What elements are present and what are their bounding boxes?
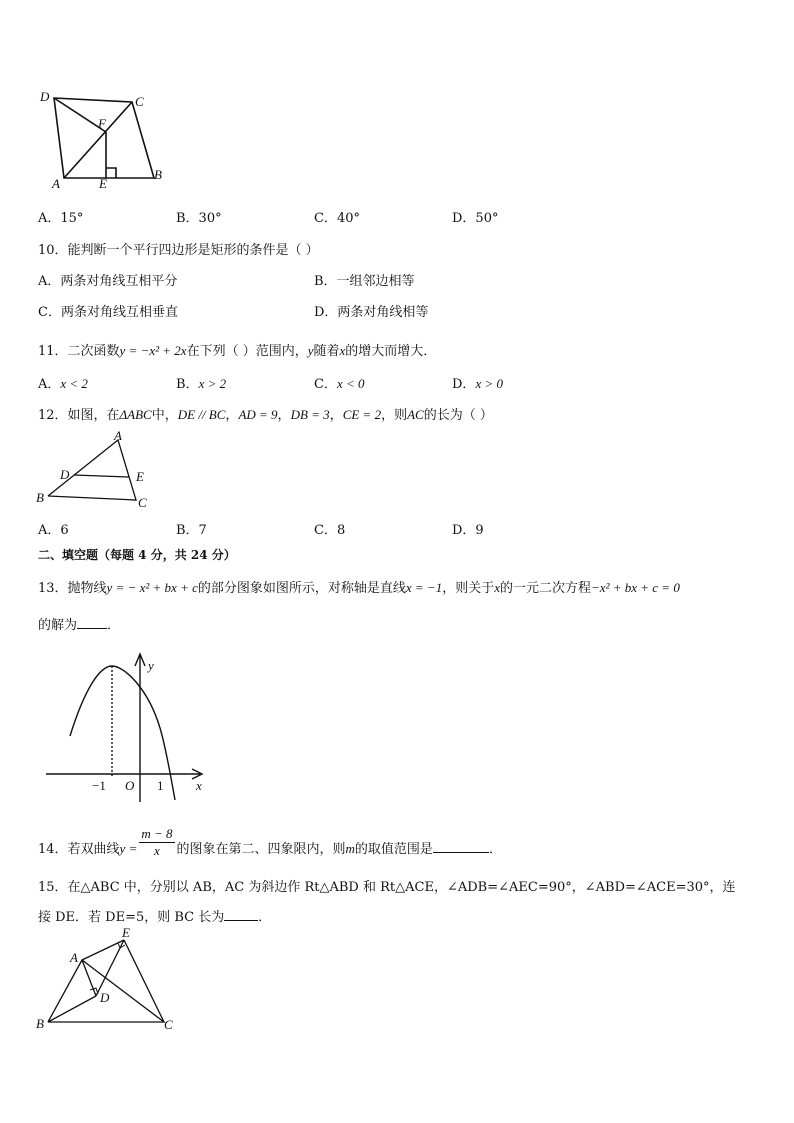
q12-option-d[interactable]: D．9 (452, 523, 484, 538)
label-A: A (114, 430, 122, 443)
q11-option-d[interactable]: D．x > 0 (452, 376, 503, 392)
q11-option-b[interactable]: B．x > 2 (176, 376, 227, 392)
label-E: E (122, 925, 130, 940)
q9-option-a[interactable]: A．15° (38, 211, 84, 226)
q14-denominator: x (154, 843, 160, 858)
label-D: D (60, 467, 70, 482)
q12-option-c[interactable]: C．8 (314, 523, 346, 538)
q15-figure (34, 924, 184, 1036)
section-heading: 二、填空题（每题 4 分，共 24 分） (38, 548, 236, 562)
q11-option-a[interactable]: A．x < 2 (38, 376, 88, 392)
parallelogram (54, 98, 154, 178)
q14-numerator: m − 8 (141, 826, 173, 841)
label-D: D (100, 990, 110, 1005)
q14-answer-blank[interactable] (433, 840, 489, 853)
q10-option-a[interactable]: A．两条对角线互相平分 (38, 274, 178, 289)
q10-option-c[interactable]: C．两条对角线互相垂直 (38, 305, 178, 320)
q12-stem: 12．如图，在ΔABC中，DE // BC，AD = 9，DB = 3，CE = 2，则AC的长为（ ） (38, 407, 493, 423)
q15-stem-line1: 15．在△ABC 中，分别以 AB，AC 为斜边作 Rt△ABD 和 Rt△ACE，∠ADB=∠AEC=90°，∠ABD=∠ACE=30°，连 (38, 880, 736, 895)
graph-x-label: x (196, 778, 202, 793)
label-C: C (164, 1017, 173, 1032)
label-A: A (52, 176, 60, 191)
label-B: B (154, 167, 162, 182)
label-C: C (138, 495, 147, 510)
label-C: C (135, 94, 144, 109)
q13-answer-blank[interactable] (77, 616, 107, 629)
label-E: E (99, 176, 107, 191)
q13-answer-line: 的解为 ． (38, 618, 121, 633)
graph-tick-1: 1 (157, 778, 164, 793)
graph-origin: O (125, 778, 135, 793)
q13-stem: 13．抛物线y = − x² + bx + c的部分图象如图所示，对称轴是直线x = −1，则关于x的一元二次方程−x² + bx + c = 0 (38, 580, 680, 596)
q9-option-c[interactable]: C．40° (314, 211, 360, 226)
label-E: E (136, 469, 144, 484)
q9-option-d[interactable]: D．50° (452, 211, 499, 226)
label-A: A (70, 950, 78, 965)
q10-option-b[interactable]: B．一组邻边相等 (314, 274, 415, 289)
graph-tick-neg1: −1 (92, 778, 106, 793)
q11-option-c[interactable]: C．x < 0 (314, 376, 365, 392)
label-B: B (36, 490, 44, 505)
q12-option-b[interactable]: B．7 (176, 523, 207, 538)
q12-figure (34, 430, 154, 512)
q11-stem: 11．二次函数y = −x² + 2x在下列（ ）范围内，y随着x的增大而增大． (38, 343, 437, 359)
graph-y-label: y (148, 658, 154, 673)
q13-graph (40, 648, 216, 806)
q14-stem: 14．若双曲线y = $\frac{m - 8}{x}$ 的图象在第二、四象限内，则m的取值范围是 ． (38, 826, 502, 858)
q11-formula: y = −x² + 2x (119, 343, 187, 358)
q15-answer-blank[interactable] (224, 908, 258, 921)
label-D: D (40, 89, 50, 104)
label-F: F (98, 116, 106, 131)
q15-stem-line2: 接 DE．若 DE=5，则 BC 长为 ． (38, 910, 272, 925)
q10-option-d[interactable]: D．两条对角线相等 (314, 305, 429, 320)
q9-option-b[interactable]: B．30° (176, 211, 222, 226)
label-B: B (36, 1016, 44, 1031)
q12-option-a[interactable]: A．6 (38, 523, 69, 538)
q10-stem: 10．能判断一个平行四边形是矩形的条件是（ ） (38, 243, 319, 258)
q9-figure (36, 88, 176, 192)
